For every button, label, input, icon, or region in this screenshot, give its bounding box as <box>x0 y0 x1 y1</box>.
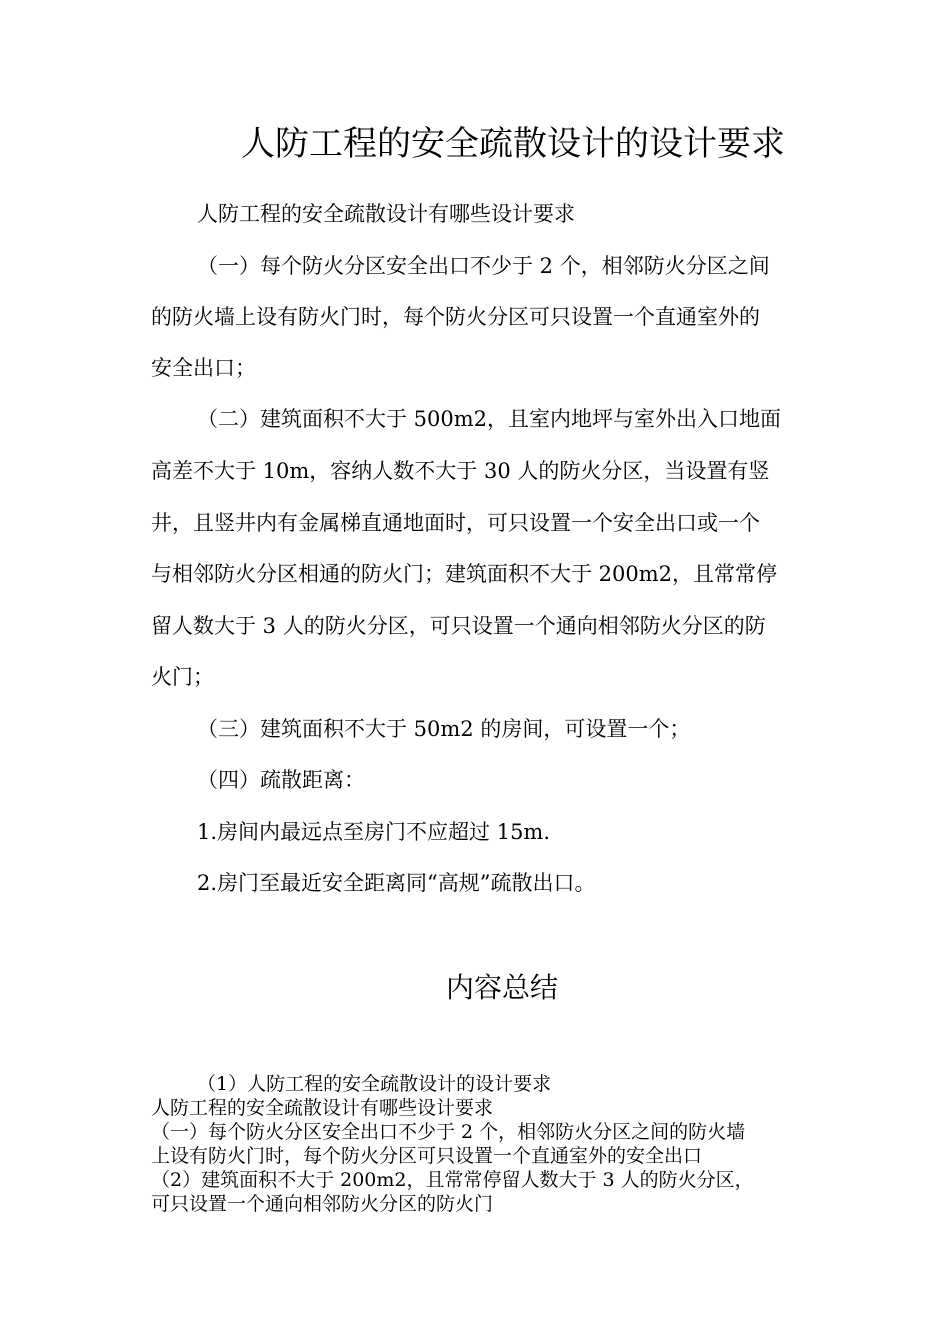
summary-line-1: （1）人防工程的安全疏散设计的设计要求 <box>197 1073 552 1095</box>
paragraph-1-line-2: 的防火墙上设有防火门时，每个防火分区可只设置一个直通室外的 <box>151 305 760 329</box>
summary-line-5: （2）建筑面积不大于 200m2，且常常停留人数大于 3 人的防火分区， <box>151 1169 754 1191</box>
summary-line-2: 人防工程的安全疏散设计有哪些设计要求 <box>151 1097 494 1119</box>
paragraph-2-line-5: 留人数大于 3 人的防火分区，可只设置一个通向相邻防火分区的防 <box>151 614 766 638</box>
intro-line: 人防工程的安全疏散设计有哪些设计要求 <box>197 202 575 226</box>
summary-line-3: （一）每个防火分区安全出口不少于 2 个，相邻防火分区之间的防火墙 <box>151 1121 746 1143</box>
summary-line-4: 上设有防火门时，每个防火分区可只设置一个直通室外的安全出口 <box>151 1145 703 1167</box>
paragraph-3: （三）建筑面积不大于 50m2 的房间，可设置一个； <box>197 717 691 741</box>
paragraph-2-line-1: （二）建筑面积不大于 500m2，且室内地坪与室外出入口地面 <box>197 407 782 431</box>
paragraph-1-line-1: （一）每个防火分区安全出口不少于 2 个，相邻防火分区之间 <box>197 254 770 278</box>
paragraph-5: 1.房间内最远点至房门不应超过 15m. <box>197 820 551 844</box>
paragraph-6: 2.房门至最近安全距离同“高规”疏散出口。 <box>197 871 596 895</box>
summary-line-6: 可只设置一个通向相邻防火分区的防火门 <box>151 1193 494 1215</box>
paragraph-2-line-2: 高差不大于 10m，容纳人数不大于 30 人的防火分区，当设置有竖 <box>151 459 770 483</box>
paragraph-2-line-4: 与相邻防火分区相通的防火门；建筑面积不大于 200m2，且常常停 <box>151 562 778 586</box>
summary-heading: 内容总结 <box>446 971 559 1004</box>
paragraph-2-line-3: 井，且竖井内有金属梯直通地面时，可只设置一个安全出口或一个 <box>151 511 760 535</box>
paragraph-1-line-3: 安全出口； <box>151 356 256 380</box>
document-title: 人防工程的安全疏散设计的设计要求 <box>241 124 785 164</box>
paragraph-2-line-6: 火门； <box>151 665 214 689</box>
paragraph-4: （四）疏散距离： <box>197 768 365 792</box>
